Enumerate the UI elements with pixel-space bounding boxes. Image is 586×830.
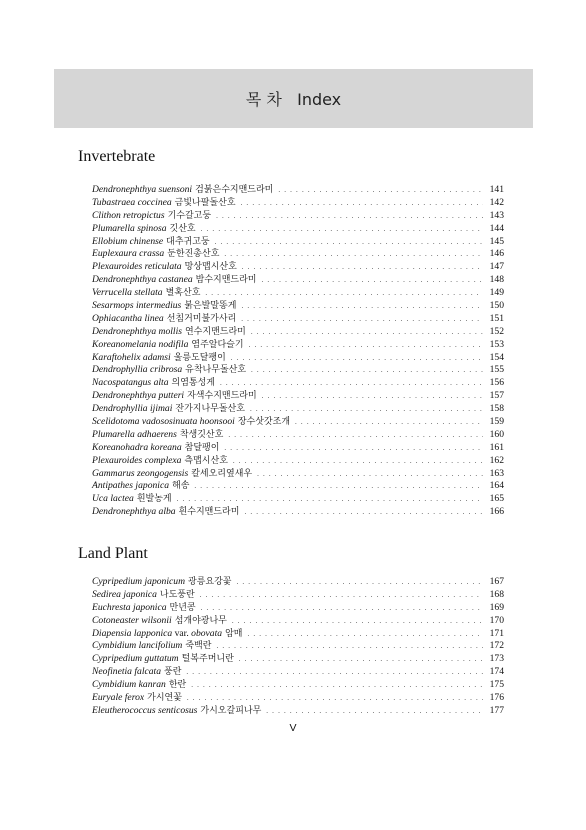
- scientific-name: [92, 692, 144, 705]
- page-ref: 150: [489, 300, 504, 312]
- korean-name: 연수지맨드라미: [184, 326, 246, 337]
- toc-entry[interactable]: [92, 339, 504, 352]
- scientific-name: [92, 326, 182, 339]
- page-ref: 152: [489, 325, 504, 337]
- scientific-name-text: Plexauroides complexa: [92, 454, 182, 466]
- page-ref: 162: [489, 454, 504, 466]
- page-ref: 168: [489, 588, 504, 600]
- page-ref: 149: [489, 287, 504, 299]
- scientific-name-text: Verrucella stellata: [92, 287, 163, 299]
- korean-name: 해송: [172, 481, 190, 492]
- dot-leader: [228, 429, 483, 442]
- scientific-name: [92, 364, 182, 377]
- korean-name: 자색수지맨드라미: [187, 391, 257, 402]
- page-number: V: [289, 722, 297, 734]
- scientific-name: [92, 223, 167, 236]
- korean-name: 한란: [168, 680, 187, 691]
- dot-leader: [200, 589, 483, 602]
- dot-leader: [257, 468, 483, 481]
- page-ref: 142: [489, 196, 504, 208]
- toc-entry[interactable]: [92, 377, 504, 390]
- page-ref: 166: [489, 506, 504, 518]
- korean-name: 대추귀고둥: [166, 236, 210, 247]
- korean-name: 광릉요강꽃: [188, 577, 232, 587]
- korean-name: 털복주머니란: [181, 654, 234, 665]
- scientific-name-text: Cypripedium japonicum: [92, 576, 185, 587]
- dot-leader: [251, 326, 483, 339]
- toc-entry[interactable]: [92, 184, 504, 197]
- page-ref: 177: [489, 704, 504, 716]
- scientific-name-text: Diapensia lapponica: [92, 627, 173, 639]
- toc-entry[interactable]: [92, 493, 504, 506]
- scientific-name: [92, 248, 164, 261]
- korean-name: 별혹산호: [165, 288, 201, 299]
- page-ref: 153: [489, 338, 504, 350]
- toc-entry[interactable]: [92, 506, 504, 519]
- scientific-name: [92, 480, 169, 493]
- scientific-name: [92, 313, 164, 326]
- dot-leader: [186, 666, 483, 679]
- scientific-name: [92, 403, 172, 416]
- toc-entry[interactable]: [92, 210, 504, 223]
- scientific-name: [92, 666, 161, 679]
- dot-leader: [266, 705, 483, 718]
- toc-entry[interactable]: [92, 390, 504, 403]
- scientific-name: [92, 442, 182, 455]
- korean-name: 둔한진총산호: [167, 249, 220, 260]
- toc-entry[interactable]: [92, 326, 504, 339]
- toc-entry[interactable]: [92, 640, 504, 653]
- page-ref: 160: [489, 428, 504, 440]
- scientific-name-text: Plumarella spinosa: [92, 222, 167, 234]
- korean-name: 선침거미불가사리: [166, 313, 237, 324]
- scientific-name: [92, 416, 235, 429]
- scientific-name-text: Tubastraea coccinea: [92, 196, 172, 208]
- toc-entry[interactable]: [92, 666, 504, 679]
- dot-leader: [244, 506, 483, 519]
- toc-entry[interactable]: [92, 261, 504, 274]
- scientific-name: [92, 455, 181, 468]
- scientific-name: [92, 261, 182, 274]
- scientific-name: [92, 210, 165, 223]
- toc-entry[interactable]: [92, 197, 504, 210]
- dot-leader: [241, 197, 483, 210]
- dot-leader: [216, 210, 483, 223]
- page-ref: 154: [489, 351, 504, 363]
- korean-name: 금빛나팔돌산호: [174, 197, 236, 208]
- scientific-name-text: Dendronephthya suensoni: [92, 184, 193, 195]
- korean-name: 유착나무돌산호: [185, 365, 247, 376]
- dot-leader: [250, 403, 483, 416]
- scientific-name-text: Ellobium chinense: [92, 235, 164, 247]
- dot-leader: [242, 261, 483, 274]
- scientific-name-text: Scelidotoma vadososinuata hoonsooi: [92, 416, 235, 428]
- korean-name: 참달팽이: [184, 442, 220, 453]
- dot-leader: [261, 274, 483, 287]
- scientific-name-text: Uca lactea: [92, 493, 134, 505]
- scientific-name: [92, 506, 176, 519]
- scientific-name-text: Dendronephthya castanea: [92, 274, 193, 286]
- korean-name: 암매: [225, 628, 243, 639]
- scientific-name-text: Cotoneaster wilsonii: [92, 614, 172, 626]
- section-heading-land-plant: Land Plant: [78, 545, 148, 562]
- scientific-name-text: Koreanohadra koreana: [92, 441, 182, 453]
- scientific-name: [92, 390, 184, 403]
- toc-entry[interactable]: [92, 236, 504, 249]
- toc-entry[interactable]: [92, 628, 504, 641]
- scientific-name-text: Plumarella adhaerens: [92, 428, 177, 440]
- scientific-name: [92, 197, 172, 210]
- scientific-name-text: Ophiacantha linea: [92, 312, 164, 324]
- dot-leader: [241, 300, 483, 313]
- page-ref: 148: [489, 274, 504, 286]
- korean-name: 착생깃산호: [179, 429, 224, 440]
- toc-entry[interactable]: [92, 416, 504, 429]
- page-ref: 158: [489, 403, 504, 415]
- korean-name: 흰수지맨드라미: [178, 507, 240, 518]
- variety-name: obovata: [191, 627, 223, 639]
- page-ref: 170: [489, 614, 504, 626]
- korean-name: 울릉도달팽이: [173, 352, 226, 363]
- page-ref: 163: [489, 467, 504, 479]
- page-ref: 145: [489, 235, 504, 247]
- index-title: 목 차 Index: [245, 90, 342, 109]
- page-ref: 176: [489, 692, 504, 704]
- dot-leader: [231, 352, 483, 365]
- korean-name: 망상맵시산호: [184, 262, 237, 273]
- scientific-name: [92, 615, 172, 628]
- page-ref: 157: [489, 390, 504, 402]
- toc-entry[interactable]: [92, 364, 504, 377]
- scientific-name-text: Antipathes japonica: [92, 480, 170, 492]
- scientific-name-text: Sesarmops intermedius: [92, 300, 182, 312]
- dot-leader: [224, 442, 483, 455]
- korean-name: 깃산호: [169, 223, 196, 234]
- scientific-name-text: Eleutherococcus senticosus: [92, 704, 198, 716]
- korean-name: 칼세오리옆새우: [191, 468, 253, 479]
- scientific-name: [92, 287, 163, 300]
- korean-name: 나도풍란: [159, 589, 195, 600]
- dot-leader: [220, 377, 483, 390]
- scientific-name-text: Dendronephthya alba: [92, 506, 176, 518]
- scientific-name: [92, 274, 193, 287]
- korean-name: 기수갈고둥: [167, 210, 212, 221]
- dot-leader: [191, 679, 483, 692]
- toc-entry[interactable]: [92, 480, 504, 493]
- toc-entry[interactable]: [92, 468, 504, 481]
- toc-entry[interactable]: [92, 442, 504, 455]
- page-ref: 159: [489, 416, 504, 428]
- section-heading-invertebrate: Invertebrate: [78, 148, 156, 165]
- scientific-name-text: Dendrophyllia ijimai: [92, 403, 173, 415]
- scientific-name-text: Euchresta japonica: [92, 601, 167, 613]
- korean-name: 섬개야광나무: [174, 615, 227, 626]
- page-ref: 156: [489, 377, 504, 389]
- korean-name: 붉은발말똥게: [184, 301, 237, 312]
- dot-leader: [177, 493, 483, 506]
- toc-entry[interactable]: [92, 248, 504, 261]
- dot-leader: [233, 455, 483, 468]
- toc-entry[interactable]: [92, 313, 504, 326]
- scientific-name-text: Dendrophyllia cribrosa: [92, 364, 183, 376]
- scientific-name-text: Clithon retropictus: [92, 209, 165, 221]
- korean-name: 가시오갈피나무: [200, 705, 262, 716]
- toc-entry[interactable]: [92, 300, 504, 313]
- scientific-name-text: Sedirea japonica: [92, 588, 157, 600]
- scientific-name: [92, 300, 181, 313]
- page-ref: 155: [489, 364, 504, 376]
- scientific-name-text: Koreanomelania nodifila: [92, 338, 189, 350]
- toc-entry[interactable]: [92, 352, 504, 365]
- korean-name: 죽백란: [185, 641, 212, 652]
- scientific-name-text: Cymbidium lancifolium: [92, 640, 183, 652]
- scientific-name: [92, 653, 179, 666]
- page-ref: 147: [489, 261, 504, 273]
- toc-entry[interactable]: [92, 679, 504, 692]
- scientific-name: [92, 602, 167, 615]
- toc-entry[interactable]: [92, 602, 504, 615]
- korean-name: 의염통성게: [171, 378, 215, 389]
- scientific-name: [92, 352, 171, 365]
- scientific-name: [92, 377, 169, 390]
- scientific-name-text: Karaftohelix adamsi: [92, 351, 171, 363]
- scientific-name-text: Neofinetia falcata: [92, 666, 162, 678]
- page-ref: 174: [489, 666, 504, 678]
- scientific-name: [92, 679, 166, 692]
- toc-entry[interactable]: [92, 589, 504, 602]
- index-header-box: [54, 69, 533, 128]
- page-ref: 161: [489, 441, 504, 453]
- korean-name: 염주알다슬기: [191, 339, 244, 350]
- dot-leader: [232, 615, 483, 628]
- scientific-name-text: Dendronephthya putteri: [92, 390, 185, 402]
- scientific-name-text: Euplexaura crassa: [92, 248, 165, 260]
- scientific-name: [92, 429, 177, 442]
- scientific-name: [92, 705, 197, 718]
- toc-entry[interactable]: [92, 223, 504, 236]
- scientific-name-text: Dendronephthya mollis: [92, 325, 182, 337]
- scientific-name-text: Euryale ferox: [92, 692, 145, 704]
- page-ref: 164: [489, 480, 504, 492]
- scientific-name-text: Cymbidium kanran: [92, 679, 166, 691]
- dot-leader: [194, 480, 483, 493]
- page-ref: 141: [489, 184, 504, 195]
- dot-leader: [239, 653, 483, 666]
- toc-entry[interactable]: [92, 615, 504, 628]
- dot-leader: [295, 416, 483, 429]
- korean-name: 측맵시산호: [184, 455, 228, 466]
- toc-entry[interactable]: [92, 287, 504, 300]
- scientific-name: [92, 236, 163, 249]
- scientific-name-text: Plexauroides reticulata: [92, 261, 182, 273]
- dot-leader: [224, 248, 483, 261]
- dot-leader: [201, 602, 483, 615]
- dot-leader: [251, 364, 483, 377]
- korean-name: 흰발농게: [136, 494, 172, 505]
- dot-leader: [262, 390, 483, 403]
- dot-leader: [247, 628, 483, 641]
- dot-leader: [205, 287, 483, 300]
- page-ref: 171: [489, 627, 504, 639]
- scientific-name-text: Nacospatangus alta: [92, 377, 169, 389]
- toc-entry[interactable]: [92, 455, 504, 468]
- dot-leader: [249, 339, 483, 352]
- dot-leader: [215, 236, 483, 249]
- page-ref: 169: [489, 601, 504, 613]
- dot-leader: [187, 692, 483, 705]
- scientific-name: [92, 576, 185, 589]
- page-ref: 173: [489, 653, 504, 665]
- toc-entry[interactable]: [92, 403, 504, 416]
- korean-name: 밤수지맨드라미: [195, 275, 257, 286]
- toc-list-land-plant: [92, 576, 504, 718]
- toc-entry[interactable]: [92, 705, 504, 718]
- dot-leader: [216, 640, 483, 653]
- page-ref: 165: [489, 493, 504, 505]
- scientific-name: [92, 339, 188, 352]
- korean-name: 검붉은수지맨드라미: [195, 185, 274, 195]
- page-ref: 146: [489, 248, 504, 260]
- variety-marker: var.: [172, 627, 192, 639]
- scientific-name-text: Cypripedium guttatum: [92, 653, 179, 665]
- korean-name: 장수삿갓조개: [237, 417, 291, 428]
- toc-entry[interactable]: [92, 274, 504, 287]
- korean-name: 잔가지나무돌산호: [175, 404, 245, 415]
- toc-entry[interactable]: [92, 576, 504, 589]
- dot-leader: [278, 184, 483, 197]
- dot-leader: [241, 313, 483, 326]
- page-ref: 167: [489, 576, 504, 587]
- page-ref: 172: [489, 640, 504, 652]
- scientific-name: [92, 493, 134, 506]
- scientific-name: [92, 589, 157, 602]
- toc-list-invertebrate: [92, 184, 504, 519]
- toc-entry[interactable]: [92, 429, 504, 442]
- dot-leader: [236, 576, 483, 589]
- scientific-name: [92, 184, 192, 197]
- page-ref: 143: [489, 209, 504, 221]
- page-ref: 151: [489, 312, 504, 324]
- scientific-name: [92, 640, 182, 653]
- korean-name: 가시연꽃: [147, 693, 182, 704]
- dot-leader: [201, 223, 483, 236]
- scientific-name: [92, 468, 188, 481]
- korean-name: 만년콩: [169, 602, 196, 613]
- page-ref: 144: [489, 222, 504, 234]
- page-ref: 175: [489, 679, 504, 691]
- scientific-name: [92, 628, 222, 641]
- toc-entry[interactable]: [92, 692, 504, 705]
- toc-entry[interactable]: [92, 653, 504, 666]
- scientific-name-text: Gammarus zeongogensis: [92, 467, 189, 479]
- korean-name: 풍란: [164, 667, 182, 678]
